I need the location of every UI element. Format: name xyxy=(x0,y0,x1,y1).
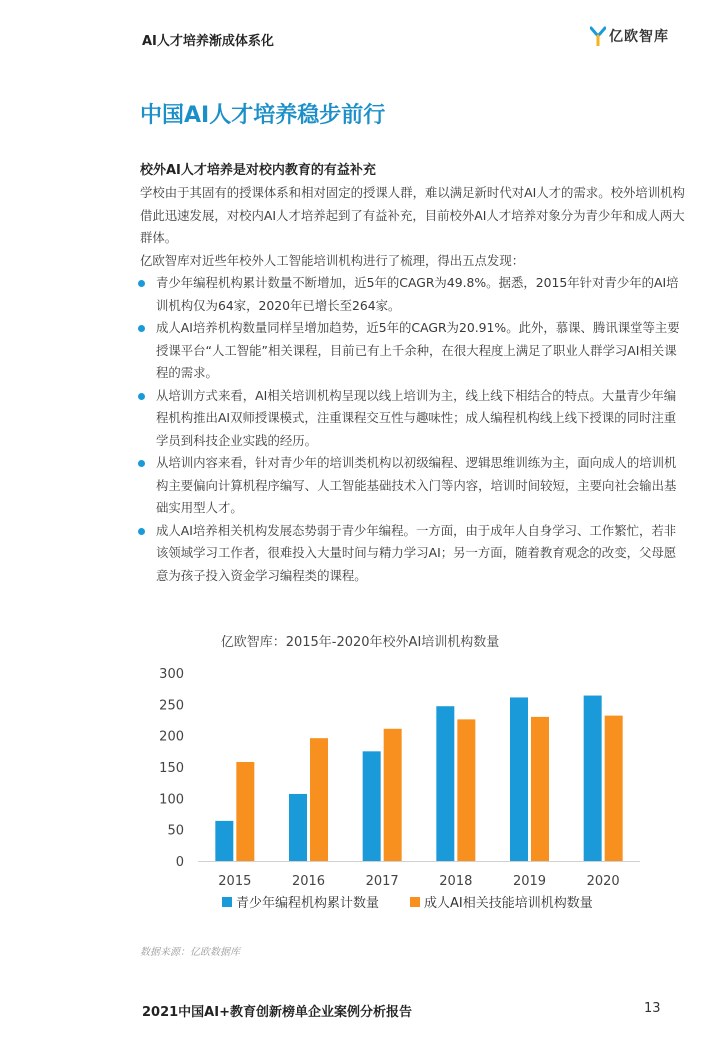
bar-adult xyxy=(384,729,402,861)
finding-item xyxy=(140,520,688,588)
y-tick-label: 200 xyxy=(159,729,184,745)
bar-youth xyxy=(584,696,602,861)
finding-item xyxy=(140,452,688,520)
bar-adult xyxy=(310,738,328,861)
logo xyxy=(590,26,669,46)
bar-adult xyxy=(457,719,475,861)
bar-youth xyxy=(436,706,454,861)
bar-youth xyxy=(363,751,381,861)
x-tick-label: 2019 xyxy=(512,874,547,889)
intro-paragraph: 学校由于其固有的授课体系和相对固定的授课人群，难以满足新时代对AI人才的需求。校外培训机构借此迅速发展，对校内AI人才培养起到了有益补充，目前校外AI人才培养对象分为青少年和成人两大群体。 xyxy=(140,185,685,245)
bar-adult xyxy=(605,716,623,861)
bar-youth xyxy=(289,794,307,861)
x-tick-label: 2020 xyxy=(586,874,620,889)
y-tick-label: 150 xyxy=(159,761,184,776)
bullet-dot-icon xyxy=(138,528,145,535)
finding-text: 成人AI培养相关机构发展态势弱于青少年编程。一方面，由于成年人自身学习、工作繁忙，若非该领域学习工作者，很难投入大量时间与精力学习AI；另一方面，随着教育观念的改变，父母愿意为孩子投入资金学习编程类的课程。 xyxy=(156,522,677,583)
bar-adult xyxy=(236,762,254,861)
chart-title: 亿欧智库：2015年-2020年校外AI培训机构数量 xyxy=(220,635,500,650)
findings-intro: 亿欧智库对近些年校外人工智能培训机构进行了梳理，得出五点发现： xyxy=(140,252,525,268)
y-tick-label: 300 xyxy=(159,667,184,682)
main-content xyxy=(140,160,688,587)
legend-swatch xyxy=(410,897,420,907)
x-tick-label: 2018 xyxy=(439,874,473,889)
finding-item xyxy=(140,385,688,453)
section-heading: 校外AI人才培养是对校内教育的有益补充 xyxy=(140,163,376,178)
finding-text: 从培训方式来看，AI相关培训机构呈现以线上培训为主，线上线下相结合的特点。大量青少年编程机构推出AI双师授课模式，注重课程交互性与趣味性；成人编程机构线上线下授课的同时注重学员到科技企业实践的经历。 xyxy=(156,387,677,448)
bullet-dot-icon xyxy=(138,280,145,287)
finding-item xyxy=(140,317,688,385)
y-tick-label: 250 xyxy=(159,698,184,714)
page-title: 中国AI人才培养稳步前行 xyxy=(140,103,386,128)
findings-list xyxy=(140,272,688,587)
legend-label: 成人AI相关技能培训机构数量 xyxy=(424,896,593,911)
x-tick-label: 2017 xyxy=(365,874,399,889)
finding-text: 青少年编程机构累计数量不断增加，近5年的CAGR为49.8%。据悉，2015年针对青少年的AI培训机构仅为64家，2020年已增长至264家。 xyxy=(156,275,679,313)
x-tick-label: 2016 xyxy=(291,874,326,889)
bullet-dot-icon xyxy=(138,393,145,400)
bar-youth xyxy=(510,697,528,861)
bullet-dot-icon xyxy=(138,460,145,467)
y-tick-label: 0 xyxy=(175,855,184,870)
y-tick-label: 50 xyxy=(167,823,184,839)
legend-swatch xyxy=(222,897,232,907)
footer-title: 2021中国AI+教育创新榜单企业案例分析报告 xyxy=(142,1005,412,1020)
header-title: AI人才培养渐成体系化 xyxy=(142,34,274,49)
finding-text: 从培训内容来看，针对青少年的培训类机构以初级编程、逻辑思维训练为主，面向成人的培训机构主要偏向计算机程序编写、人工智能基础技术入门等内容，培训时间较短，主要向社会输出基础实用型人才。 xyxy=(156,455,677,515)
finding-text: 成人AI培养机构数量同样呈增加趋势，近5年的CAGR为20.91%。此外，慕课、腾讯课堂等主要授课平台“人工智能”相关课程，目前已有上千余种，在很大程度上满足了职业人群学习AI相关课程的需求。 xyxy=(156,320,680,380)
bar-chart xyxy=(140,655,660,925)
logo-text: 亿欧智库 xyxy=(609,29,669,45)
page-number: 13 xyxy=(644,1001,661,1016)
x-tick-label: 2015 xyxy=(218,874,252,889)
bullet-dot-icon xyxy=(138,325,145,332)
bar-youth xyxy=(215,821,233,861)
legend-label: 青少年编程机构累计数量 xyxy=(236,896,380,911)
finding-item xyxy=(140,272,688,317)
bar-adult xyxy=(531,717,549,861)
yiou-logo-icon xyxy=(590,26,606,46)
chart-svg xyxy=(140,655,660,925)
y-tick-label: 100 xyxy=(159,792,184,808)
data-source: 数据来源：亿欧数据库 xyxy=(140,947,240,958)
